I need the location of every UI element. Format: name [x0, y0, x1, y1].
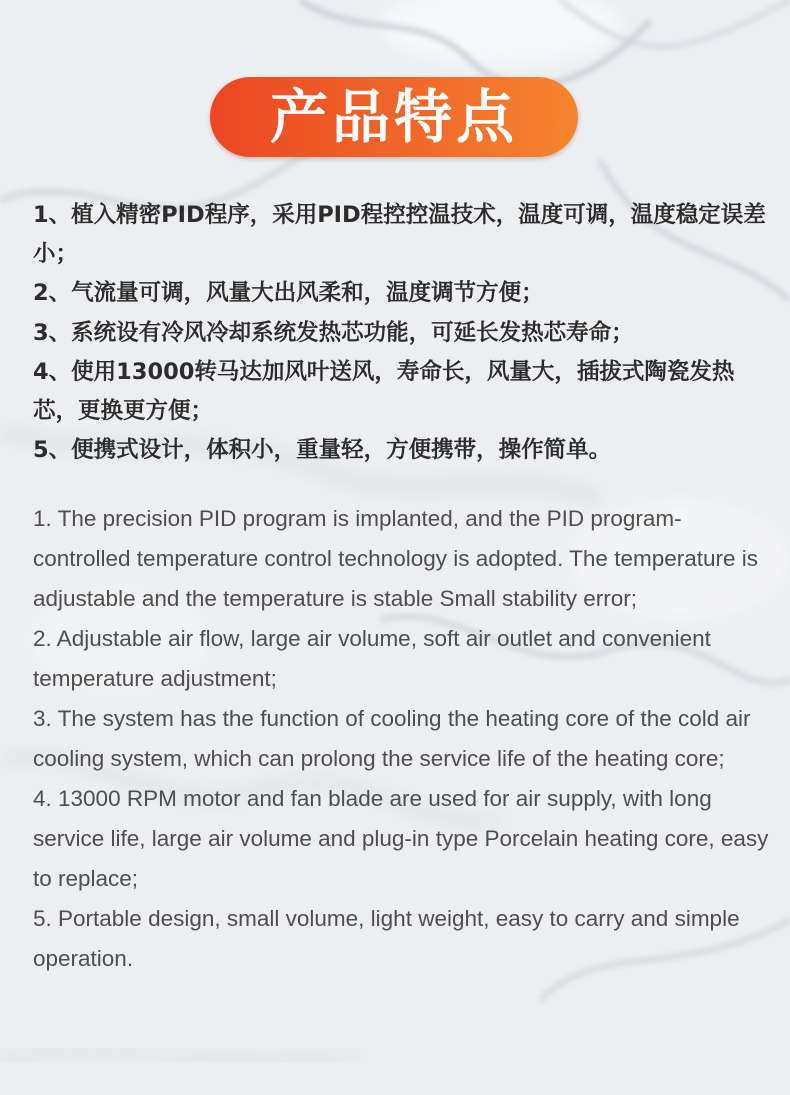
chinese-feature-item: 4、使用13000转马达加风叶送风，寿命长，风量大，插拔式陶瓷发热芯，更换更方便；: [33, 358, 735, 425]
english-feature-item: 3. The system has the function of cooling the heating core of the cold air cooling system, which can prolong the service life of the heating core;: [33, 706, 751, 771]
chinese-feature-list: [33, 196, 773, 470]
english-feature-item: 2. Adjustable air flow, large air volume, soft air outlet and convenient temperature adjustment;: [33, 626, 711, 691]
chinese-feature-item: 1、植入精密PID程序，采用PID程控控温技术，温度可调，温度稳定误差小；: [33, 202, 766, 268]
page-title: 产品特点: [269, 83, 518, 151]
chinese-feature-item: 3、系统设有冷风冷却系统发热芯功能，可延长发热芯寿命；: [33, 319, 634, 346]
english-feature-item: 1. The precision PID program is implanted, and the PID program-controlled temperature control technology is adopted. The temperature is adjustable and the temperature is stable Small stability error;: [33, 506, 758, 611]
chinese-feature-item: 5、便携式设计，体积小，重量轻，方便携带，操作简单。: [33, 437, 612, 464]
chinese-feature-item: 2、气流量可调，风量大出风柔和，温度调节方便；: [33, 280, 544, 307]
english-feature-item: 5. Portable design, small volume, light weight, easy to carry and simple operation.: [33, 906, 740, 971]
title-banner: [210, 77, 578, 157]
english-feature-item: 4. 13000 RPM motor and fan blade are used for air supply, with long service life, large air volume and plug-in type Porcelain heating core, easy to replace;: [33, 786, 769, 891]
english-feature-list: [33, 499, 778, 979]
